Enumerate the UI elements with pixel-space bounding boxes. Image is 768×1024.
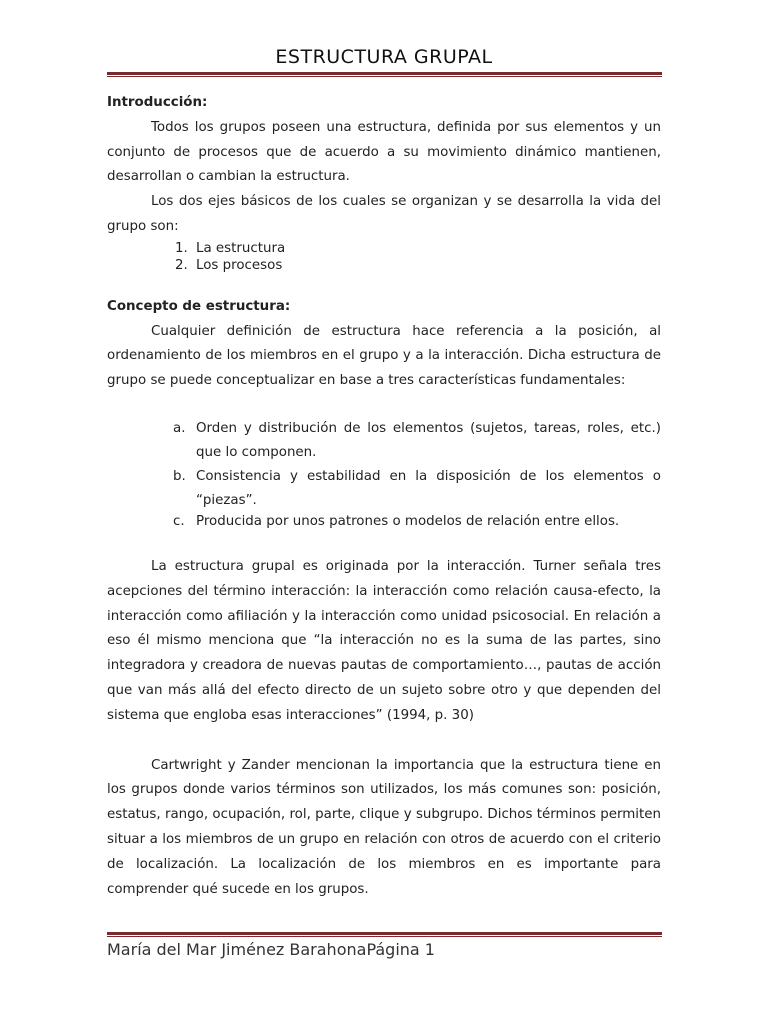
list-marker: b. bbox=[173, 468, 186, 484]
list-item-text: Los procesos bbox=[196, 257, 283, 273]
intro-paragraph-1: Todos los grupos poseen una estructura, definida por sus elementos y un conjunto de procesos que de acuerdo a su movimiento dinámico mantienen, desarrollan o cambian la estructura. bbox=[107, 119, 661, 185]
document-title: ESTRUCTURA GRUPAL bbox=[275, 46, 493, 68]
list-item bbox=[107, 513, 661, 530]
list-item bbox=[107, 240, 661, 257]
list-marker: a. bbox=[173, 420, 186, 436]
list-marker: 1. bbox=[175, 240, 188, 256]
intro-paragraph-2: Los dos ejes básicos de los cuales se organizan y se desarrolla la vida del grupo son: bbox=[107, 194, 661, 234]
footer-divider bbox=[107, 932, 662, 937]
list-item-text: Producida por unos patrones o modelos de relación entre ellos. bbox=[196, 513, 620, 529]
document-body bbox=[107, 91, 661, 902]
axes-list bbox=[107, 240, 661, 274]
footer-page-number: Página 1 bbox=[366, 940, 435, 959]
list-item-text: Orden y distribución de los elementos (sujetos, tareas, roles, etc.) que lo componen. bbox=[196, 420, 661, 460]
intro-heading: Introducción: bbox=[107, 95, 208, 110]
concept-paragraph: Cualquier definición de estructura hace referencia a la posición, al ordenamiento de los miembros en el grupo y a la interacción. Dicha estructura de grupo se puede conceptualizar en base a tres características fundamentales: bbox=[107, 323, 661, 389]
list-marker: c. bbox=[173, 513, 185, 529]
list-marker: 2. bbox=[175, 257, 188, 273]
interaction-paragraph: La estructura grupal es originada por la interacción. Turner señala tres acepciones del término interacción: la interacción como relación causa-efecto, la interacción como afiliación y la interacción como unidad psicosocial. En relación a eso él mismo menciona que “la interacción no es la suma de las partes, sino integradora y creadora de nuevas pautas de comportamiento…, pautas de acción que van más allá del efecto directo de un sujeto sobre otro y que dependen del sistema que engloba esas interacciones” (1994, p. 30) bbox=[107, 558, 661, 723]
list-item bbox=[107, 417, 661, 465]
list-item-text: Consistencia y estabilidad en la disposición de los elementos o “piezas”. bbox=[196, 468, 661, 508]
header-divider bbox=[107, 72, 662, 77]
concept-heading: Concepto de estructura: bbox=[107, 298, 291, 314]
features-list bbox=[107, 417, 661, 530]
page-footer bbox=[107, 940, 435, 959]
list-item-text: La estructura bbox=[196, 240, 286, 256]
list-item bbox=[107, 465, 661, 513]
cartwright-paragraph: Cartwright y Zander mencionan la importancia que la estructura tiene en los grupos donde varios términos son utilizados, los más comunes son: posición, estatus, rango, ocupación, rol, parte, clique y subgrupo. Dichos términos permiten situar a los miembros de un grupo en relación con otros de acuerdo con el criterio de localización. La localización de los miembros en es importante para comprender qué sucede en los grupos. bbox=[107, 757, 661, 897]
list-item bbox=[107, 257, 661, 274]
footer-author: María del Mar Jiménez Barahona bbox=[107, 940, 367, 959]
